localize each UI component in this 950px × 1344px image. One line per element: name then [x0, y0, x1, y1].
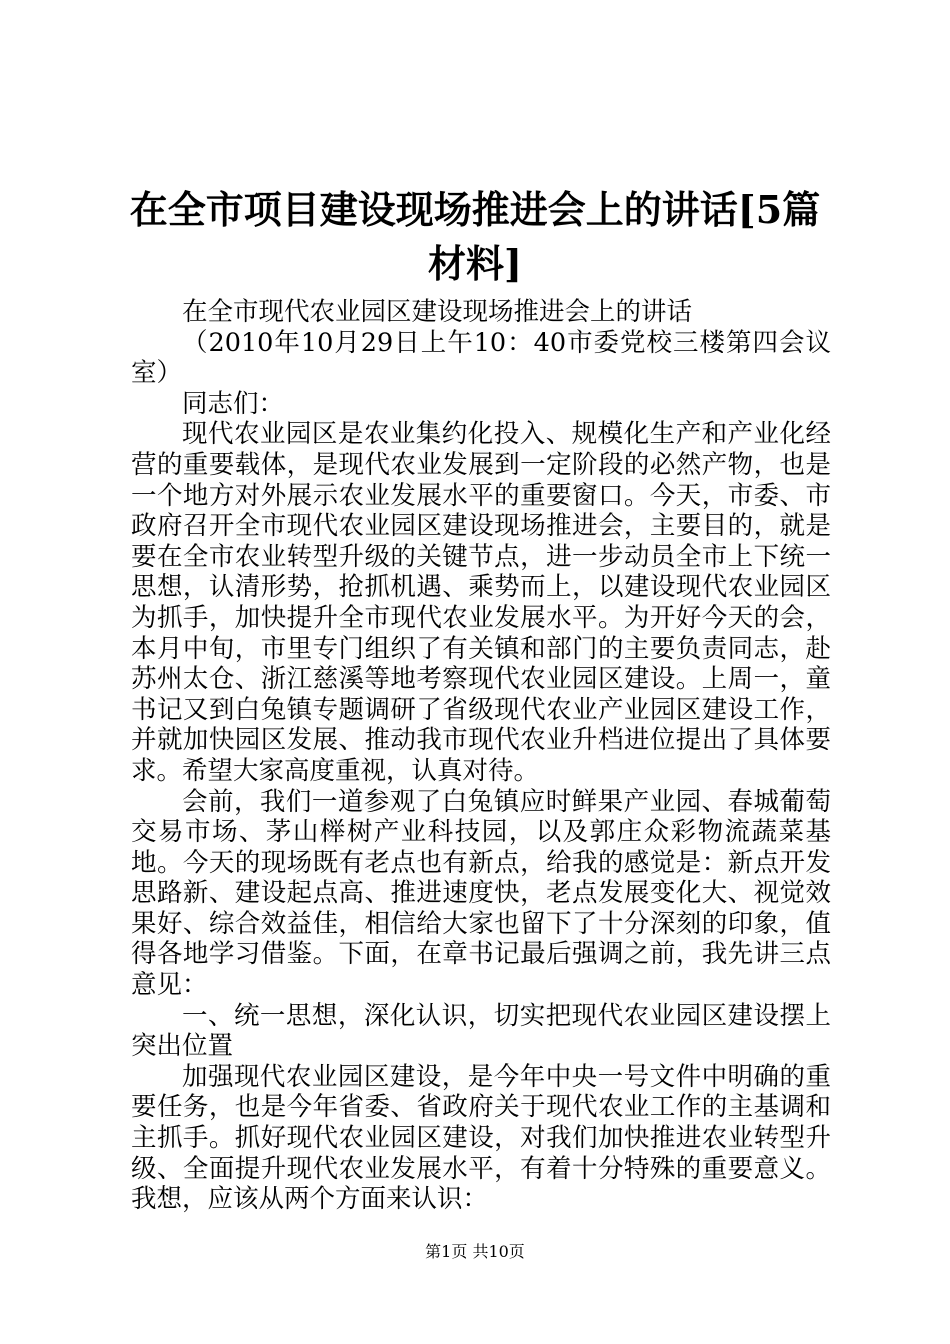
body-paragraph: 会前，我们一道参观了白兔镇应时鲜果产业园、春城葡萄交易市场、茅山榉树产业科技园，以及郭庄众彩物流蔬菜基地。今天的现场既有老点也有新点，给我的感觉是：新点开发思路新、建设起点高、推进速度快，老点发展变化大、视觉效果好、综合效益佳，相信给大家也留下了十分深刻的印象，值得各地学习借鉴。下面，在章书记最后强调之前，我先讲三点意见： [131, 786, 831, 1001]
document-title: 在全市项目建设现场推进会上的讲话[5篇材料] [129, 187, 821, 286]
speech-date-location: （2010年10月29日上午10：40市委党校三楼第四会议室） [131, 327, 831, 389]
speech-heading: 在全市现代农业园区建设现场推进会上的讲话 [182, 297, 693, 327]
document-body [131, 297, 831, 1215]
salutation: 同志们： [182, 388, 285, 419]
body-paragraph: 现代农业园区是农业集约化投入、规模化生产和产业化经营的重要载体，是现代农业发展到一定阶段的必然产物，也是一个地方对外展示农业发展水平的重要窗口。今天，市委、市政府召开全市现代农业园区建设现场推进会，主要目的，就是要在全市农业转型升级的关键节点，进一步动员全市上下统一思想，认清形势，抢抓机遇、乘势而上，以建设现代农业园区为抓手，加快提升全市现代农业发展水平。为开好今天的会，本月中旬，市里专门组织了有关镇和部门的主要负责同志，赴苏州太仓、浙江慈溪等地考察现代农业园区建设。上周一，童书记又到白兔镇专题调研了省级现代农业产业园区建设工作，并就加快园区发展、推动我市现代农业升档进位提出了具体要求。希望大家高度重视，认真对待。 [131, 419, 831, 786]
page-number-footer: 第1页 共10页 [425, 1242, 525, 1261]
body-paragraph: 加强现代农业园区建设，是今年中央一号文件中明确的重要任务，也是今年省委、省政府关于现代农业工作的主基调和主抓手。抓好现代农业园区建设，对我们加快推进农业转型升级、全面提升现代农业发展水平，有着十分特殊的重要意义。我想，应该从两个方面来认识： [131, 1061, 831, 1215]
section-heading: 一、统一思想，深化认识，切实把现代农业园区建设摆上突出位置 [131, 1000, 831, 1062]
